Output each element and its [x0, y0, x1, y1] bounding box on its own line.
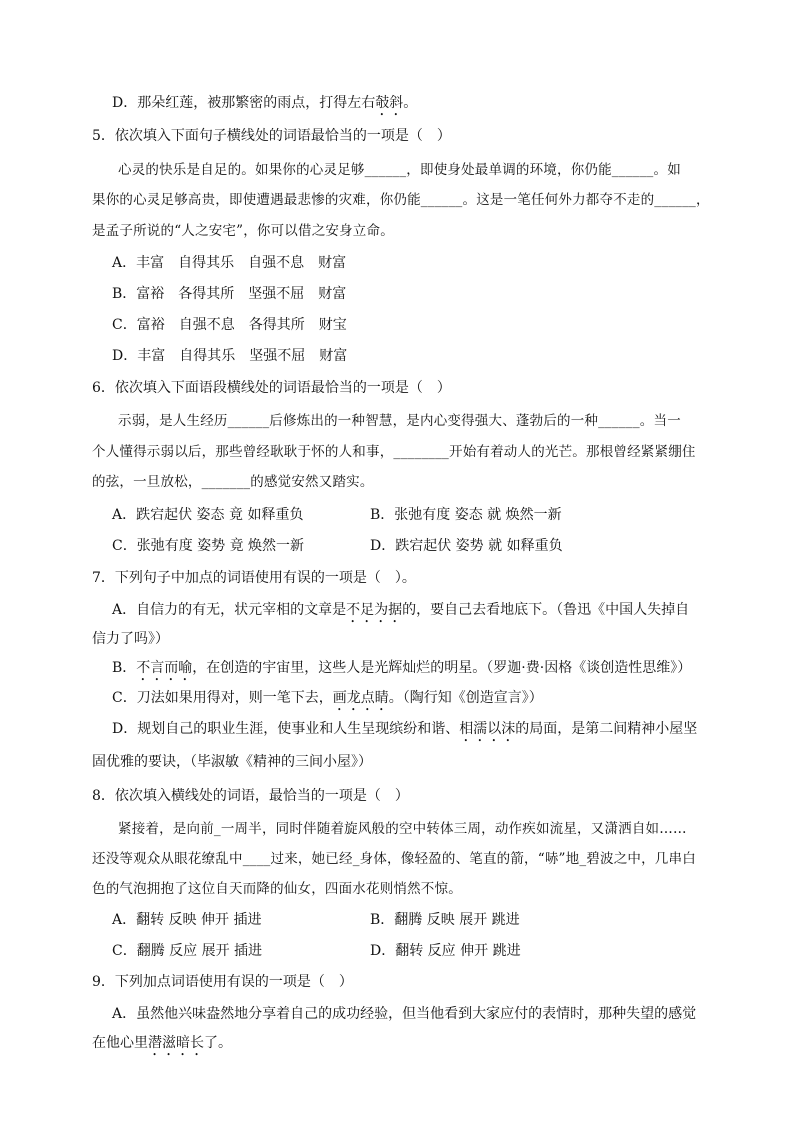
q4-option-d-dotted-word: 攲斜 [375, 95, 404, 111]
q5-stem: 5．依次填入下面句子横线处的词语最恰当的一项是（ ） [92, 128, 451, 144]
q7-option-d-line-2: 固优雅的要诀，（毕淑敏《精神的三间小屋》） [92, 754, 372, 770]
q7-option-d-text: D．规划自己的职业生涯，使事业和人生呈现缤纷和谐、 [112, 721, 460, 737]
q8-stem: 8．依次填入横线处的词语，最恰当的一项是（ ） [92, 788, 409, 804]
q8-passage-line-2: 还没等观众从眼花缭乱中____过来，她已经_身体，像轻盈的、笔直的箭，“哧”地_碧波之中，几串白 [92, 851, 696, 867]
q8-option-b: B．翻腾 反映 展开 跳进 [370, 912, 520, 928]
q7-option-c-text: C．刀法如果用得对，则一笔下去， [112, 690, 333, 706]
q7-option-a-text-end: 的，要自己去看地底下。（鲁迅《中国人失掉自 [402, 602, 690, 618]
q6-option-c: C．张弛有度 姿势 竟 焕然一新 [112, 538, 305, 554]
q8-passage-line-1: 紧接着，是向前_一周半，同时伴随着旋风般的空中转体三周，动作疾如流星，又潇洒自如…… [118, 821, 687, 837]
q6-option-d: D．跌宕起伏 姿势 就 如释重负 [370, 538, 563, 554]
q9-option-a-dotted-word: 潜滋暗长 [148, 1035, 204, 1051]
q9-option-a-line-2 [92, 1033, 712, 1059]
q9-stem: 9．下列加点词语使用有误的一项是（ ） [92, 974, 353, 990]
q8-option-c: C．翻腾 反应 展开 插进 [112, 943, 263, 959]
q8-option-a: A．翻转 反映 伸开 插进 [112, 912, 262, 928]
q6-passage-line-2: 个人懂得示弱以后，那些曾经耿耿于怀的人和事，________开始有着动人的光芒。那根曾经紧紧绷住 [92, 444, 696, 460]
q7-option-b [112, 658, 732, 684]
q7-option-a-text: A．自信力的有无，状元宰相的文章是 [112, 602, 347, 618]
q7-option-a [112, 600, 732, 626]
q7-option-b-text: ，在创造的宇宙里，这些人是光辉灿烂的明星。（罗迦·费·因格《谈创造性思维》） [192, 660, 692, 676]
q4-option-d-end: 。 [403, 95, 418, 111]
q7-option-d [112, 719, 732, 745]
q7-option-a-line-2: 信力了吗》） [92, 631, 169, 647]
q7-option-c [112, 688, 732, 714]
q7-option-c-dotted-word: 画龙点睛 [332, 690, 389, 706]
q5-option-b: B．富裕 各得其所 坚强不屈 财富 [112, 286, 347, 302]
q6-passage-line-3: 的弦，一旦放松，_______的感觉安然又踏实。 [92, 474, 374, 490]
q7-stem: 7．下列句子中加点的词语使用有误的一项是（ ）。 [92, 570, 416, 586]
q4-option-d [112, 93, 732, 119]
q7-option-d-dotted-word: 相濡以沫 [459, 721, 516, 737]
q9-option-a-text: 在他心里 [92, 1035, 148, 1051]
q7-option-b-dotted-word: 不言而喻 [136, 660, 193, 676]
q6-option-b: B．张弛有度 姿态 就 焕然一新 [370, 507, 562, 523]
q6-stem: 6．依次填入下面语段横线处的词语最恰当的一项是（ ） [92, 380, 451, 396]
q5-option-c: C．富裕 自强不息 各得其所 财宝 [112, 317, 347, 333]
q5-passage-line-2: 果你的心灵足够高贵，即使遭遇最悲惨的灾难，你仍能______。这是一笔任何外力都夺不走的______， [92, 192, 710, 208]
q9-option-a-text-end: 了。 [204, 1035, 232, 1051]
q5-option-d: D．丰富 自得其乐 坚强不屈 财富 [112, 348, 348, 364]
q4-option-d-text: D．那朵红莲，被那繁密的雨点，打得左右 [112, 95, 376, 111]
q6-option-a: A．跌宕起伏 姿态 竟 如释重负 [112, 507, 304, 523]
q9-option-a-line-1: A．虽然他兴味盎然地分享着自己的成功经验，但当他看到大家应付的表情时，那种失望的感觉 [112, 1006, 697, 1022]
q5-passage-line-3: 是孟子所说的“人之安宅”，你可以借之安身立命。 [92, 223, 394, 239]
q7-option-d-text-end: 的局面，是第二间精神小屋坚 [515, 721, 698, 737]
q6-passage-line-1: 示弱，是人生经历______后修炼出的一种智慧，是内心变得强大、蓬勃后的一种______。当一 [118, 413, 681, 429]
q8-option-d: D．翻转 反应 伸开 跳进 [370, 943, 521, 959]
q5-passage-line-1: 心灵的快乐是自足的。如果你的心灵足够______，即使身处最单调的环境，你仍能______。如 [118, 162, 681, 178]
q7-option-c-text-end: 。（陶行知《创造宣言》） [388, 690, 543, 706]
q8-passage-line-3: 色的气泡拥抱了这位自天而降的仙女，四面水花则悄然不惊。 [92, 881, 462, 897]
q5-option-a: A．丰富 自得其乐 自强不息 财富 [112, 255, 347, 271]
q7-option-b-label: B． [112, 660, 137, 676]
q7-option-a-dotted-word: 不足为据 [346, 602, 403, 618]
